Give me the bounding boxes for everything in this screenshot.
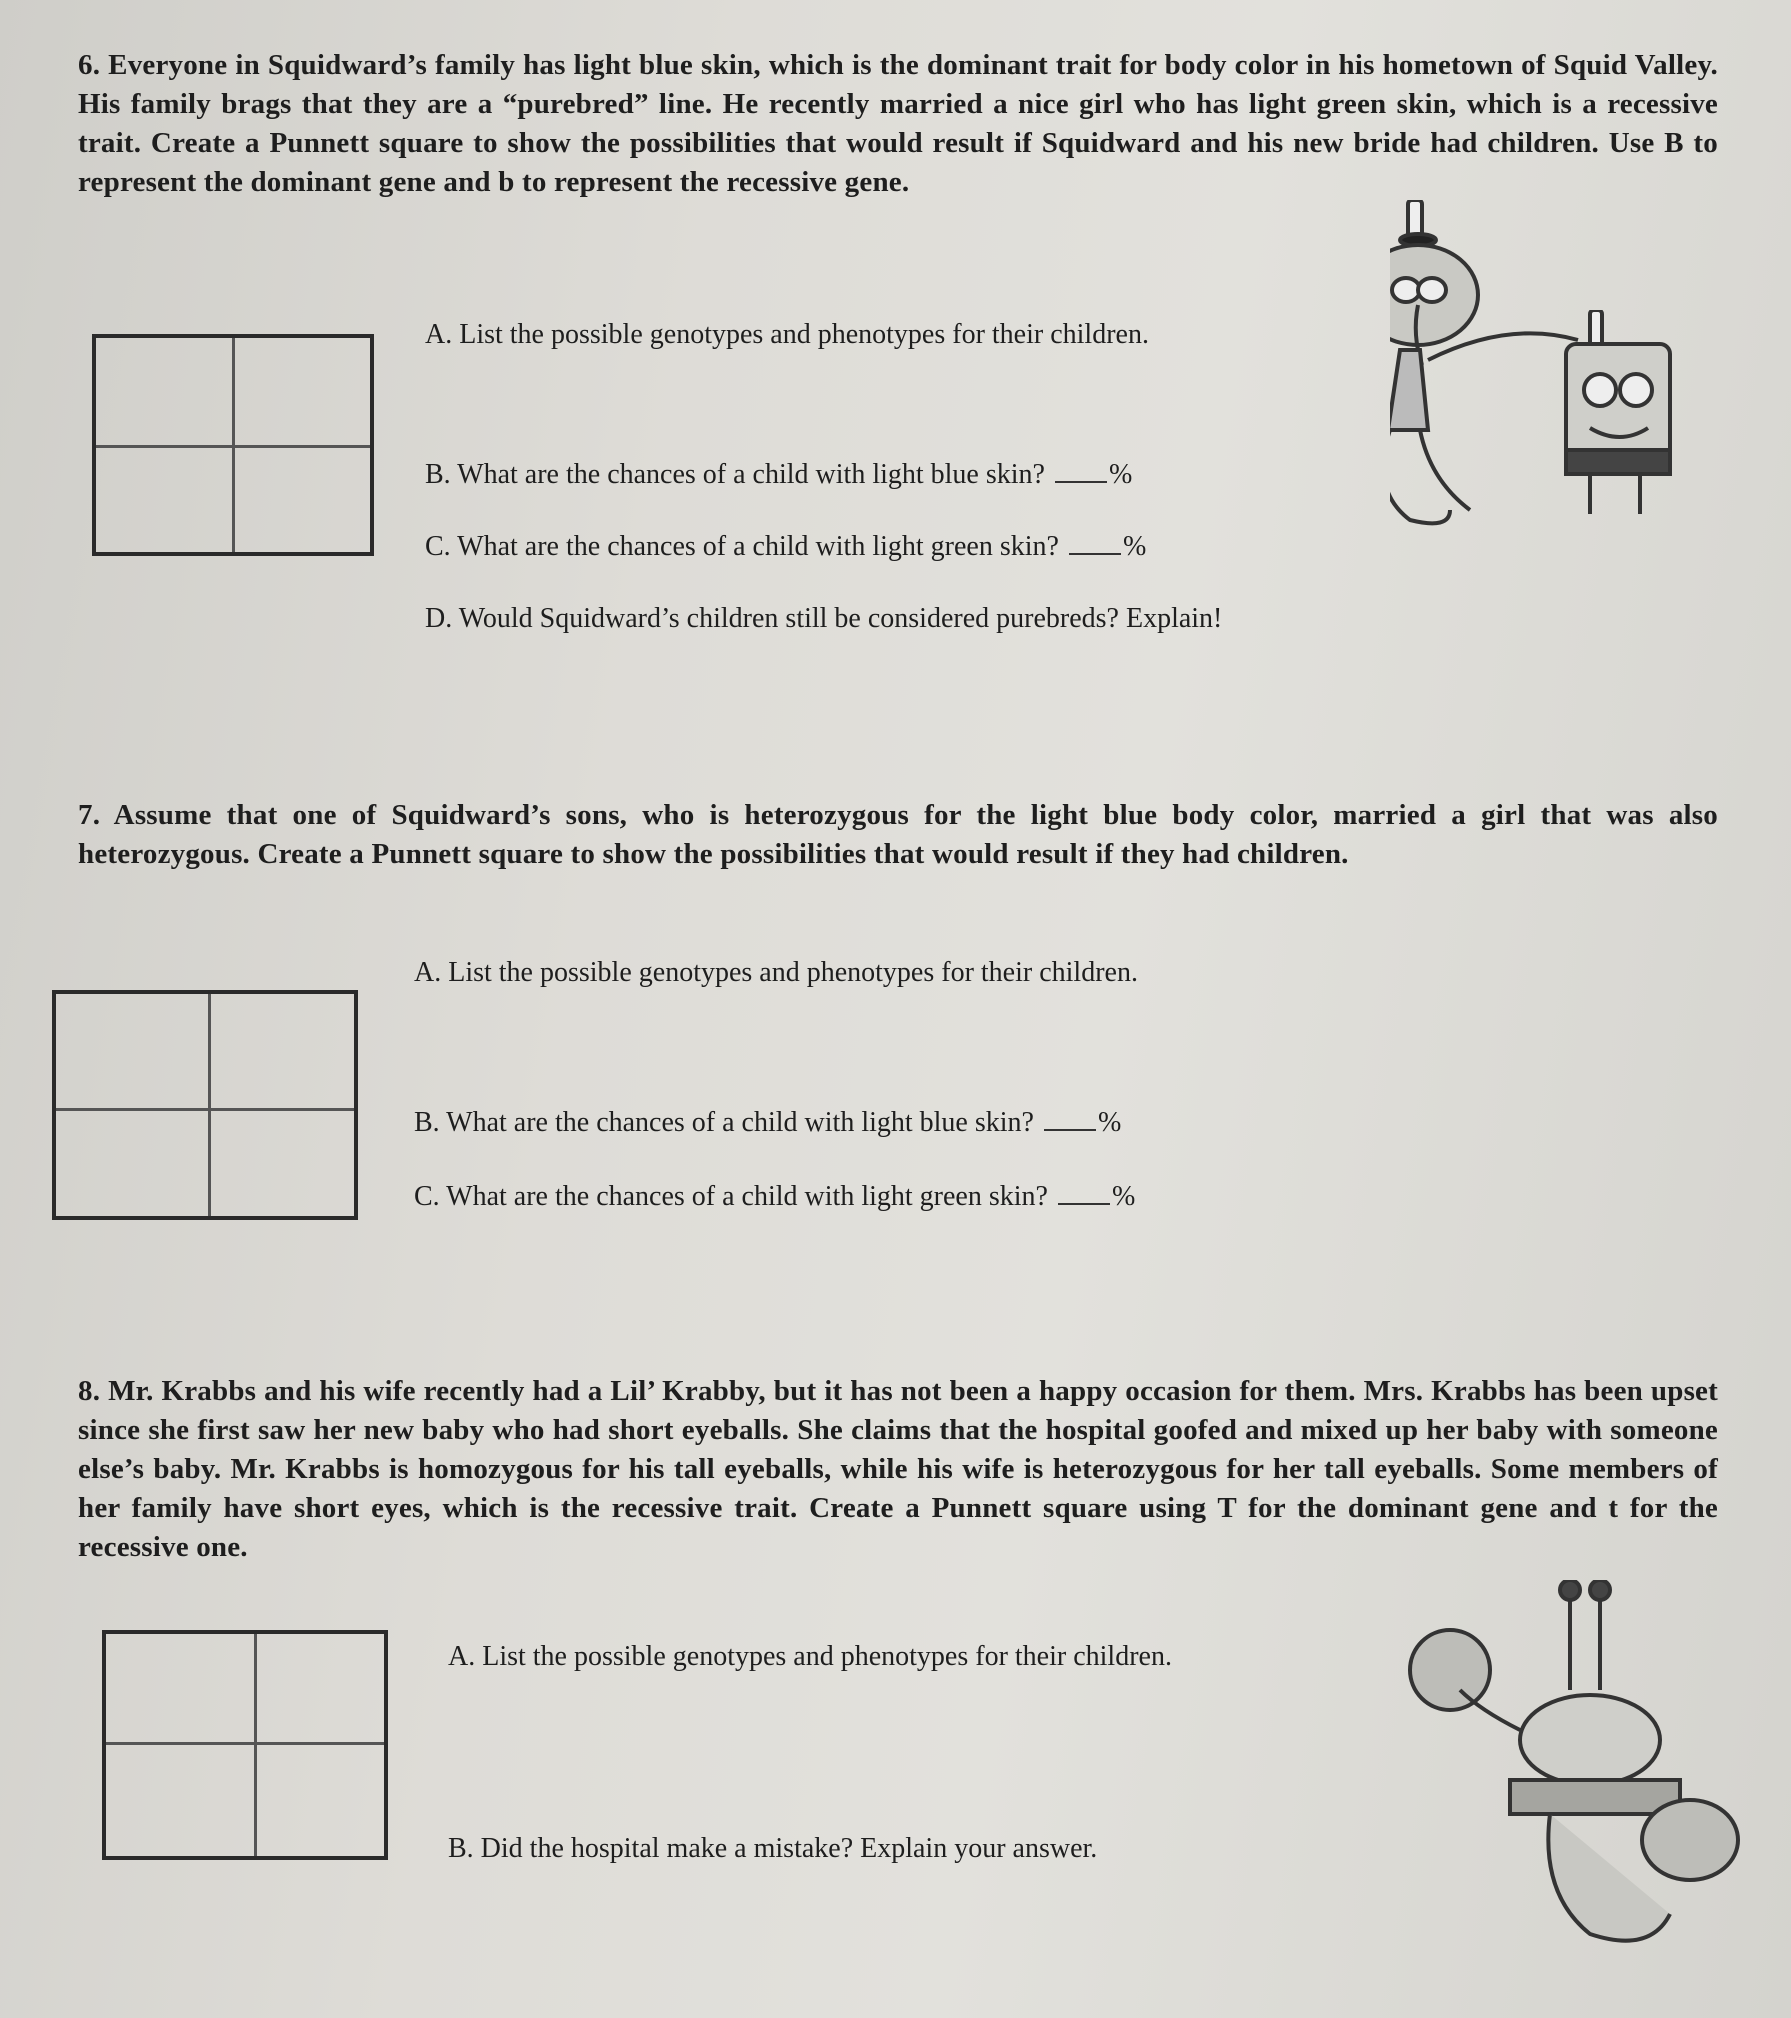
q7-part-c-label: C. What are the chances of a child with light green skin? (414, 1181, 1048, 1212)
q7-part-b-label: B. What are the chances of a child with light blue skin? (414, 1107, 1034, 1138)
punnett-divider-vertical (208, 994, 211, 1216)
spongebob-illustration (1560, 310, 1680, 540)
q6-part-c-label: C. What are the chances of a child with light green skin? (425, 531, 1059, 562)
percent-sign: % (1108, 459, 1133, 490)
question-6-text: 6. Everyone in Squidward’s family has light blue skin, which is the dominant trait for body color in his hometown of Squid Valley. His family brags that they are a “purebred” line. He recently married a nice girl who has light green skin, which is a recessive trait. Create a Punnett square to show the possibilities that would result if Squidward and his new bride had children. Use B to represent the dominant gene and b to represent the recessive gene. (78, 49, 1718, 198)
q6-part-c-blank[interactable] (1069, 531, 1121, 555)
punnett-divider-horizontal (96, 445, 370, 448)
q8-part-a: A. List the possible genotypes and phenotypes for their children. (448, 1641, 1172, 1672)
percent-sign: % (1111, 1181, 1136, 1212)
q6-part-b (425, 458, 1132, 492)
q7-part-b-blank[interactable] (1044, 1107, 1096, 1131)
punnett-divider-vertical (254, 1634, 257, 1856)
punnett-square-q8 (102, 1630, 388, 1860)
punnett-square-q7 (52, 990, 358, 1220)
q6-part-b-label: B. What are the chances of a child with light blue skin? (425, 459, 1045, 490)
mr-krabs-illustration (1400, 1580, 1740, 1950)
question-8-text: 8. Mr. Krabbs and his wife recently had a Lil’ Krabby, but it has not been a happy occasion for them. Mrs. Krabbs has been upset since she first saw her new baby who had short eyeballs. She claims that the hospital goofed and mixed up her baby with someone else’s baby. Mr. Krabbs is homozygous for his tall eyeballs, while his wife is heterozygous for her tall eyeballs. Some members of her family have short eyes, which is the recessive trait. Create a Punnett square using T for the dominant gene and t for the recessive one. (78, 1375, 1718, 1563)
punnett-divider-horizontal (106, 1742, 384, 1745)
q8-part-b: B. Did the hospital make a mistake? Explain your answer. (448, 1833, 1098, 1864)
q7-part-c (414, 1180, 1135, 1214)
q7-part-a: A. List the possible genotypes and phenotypes for their children. (414, 957, 1138, 988)
q7-part-c-blank[interactable] (1058, 1181, 1110, 1205)
q7-part-b (414, 1106, 1121, 1140)
q6-part-d: D. Would Squidward’s children still be considered purebreds? Explain! (425, 603, 1223, 634)
percent-sign: % (1097, 1107, 1122, 1138)
percent-sign: % (1122, 531, 1147, 562)
punnett-square-q6 (92, 334, 374, 556)
question-7-text: 7. Assume that one of Squidward’s sons, who is heterozygous for the light blue body color, married a girl that was also heterozygous. Create a Punnett square to show the possibilities that would result if they had children. (78, 799, 1718, 870)
q6-part-c (425, 530, 1146, 564)
q6-part-a: A. List the possible genotypes and phenotypes for their children. (425, 319, 1149, 350)
q6-part-b-blank[interactable] (1055, 459, 1107, 483)
punnett-divider-horizontal (56, 1108, 354, 1111)
